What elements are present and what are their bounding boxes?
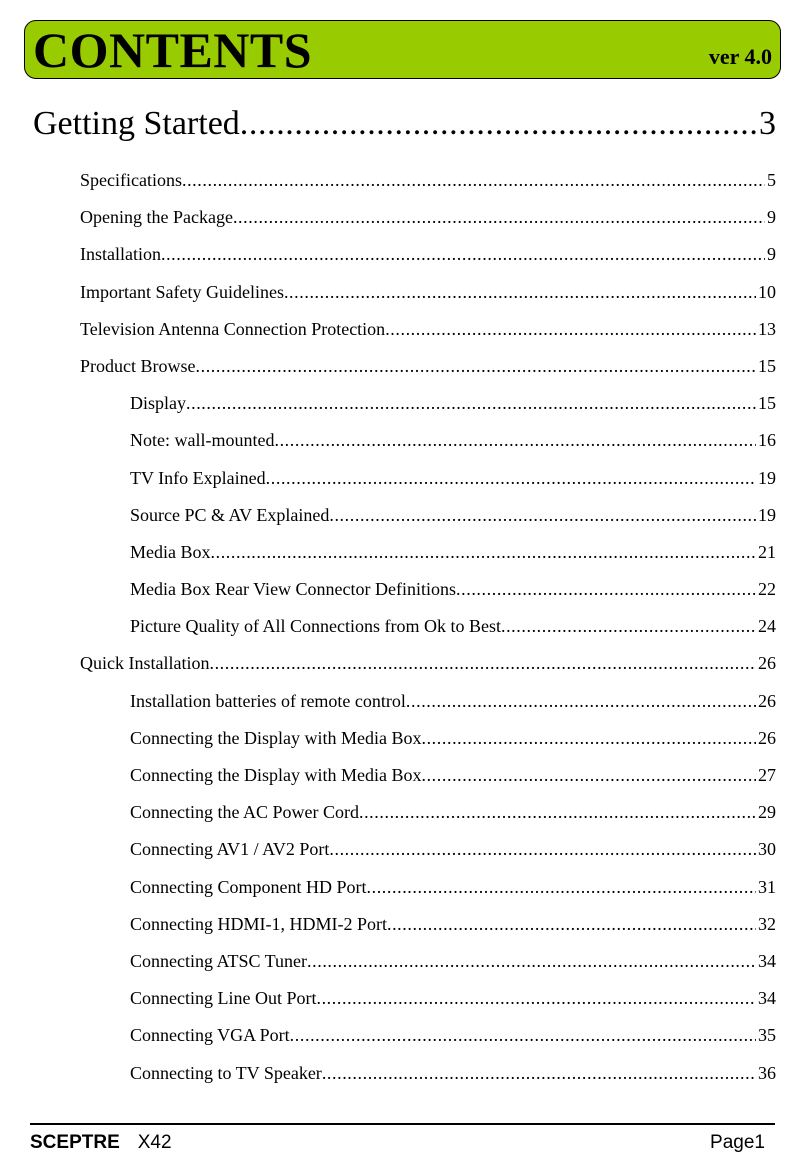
toc-entry-label: Connecting Line Out Port [130,988,317,1008]
toc-entry-page: 21 [758,542,776,562]
toc-subentry[interactable] [130,391,776,415]
toc-entry-label: Important Safety Guidelines [80,282,284,302]
dot-leader [329,837,756,861]
toc-entry-page: 26 [758,691,776,711]
footer-brand: SCEPTRE [30,1132,120,1153]
dot-leader [385,317,756,341]
toc-entry-page: 15 [758,356,776,376]
toc-entry[interactable] [80,242,776,266]
dot-leader [421,726,756,750]
dot-leader [329,503,756,527]
toc-entry-label: Connecting ATSC Tuner [130,951,308,971]
chapter-page-number: 3 [759,105,776,142]
toc-subentry[interactable] [130,912,776,936]
toc-entry-page: 29 [758,802,776,822]
toc-entry-label: Product Browse [80,356,196,376]
toc-subentry[interactable] [130,428,776,452]
dot-leader [274,428,756,452]
toc-subentry[interactable] [130,1023,776,1047]
toc-entry-page: 32 [758,914,776,934]
dot-leader [290,1023,756,1047]
toc-entry-page: 30 [758,839,776,859]
toc-entry-label: Connecting the Display with Media Box [130,765,422,785]
toc-entry-page: 15 [758,393,776,413]
dot-leader [182,168,765,192]
dot-leader [196,354,757,378]
page-title: CONTENTS [33,22,313,78]
toc-entry-label: Specifications [80,170,182,190]
toc-entry-label: Display [130,393,186,413]
toc-entry-label: Connecting to TV Speaker [130,1063,322,1083]
toc-entry-label: Connecting the Display with Media Box [130,728,422,748]
dot-leader [456,577,756,601]
dot-leader [359,800,756,824]
toc-entry-label: Picture Quality of All Connections from Ok to Best [130,616,501,636]
toc-entry-page: 19 [758,505,776,525]
toc-subentry[interactable] [130,1061,776,1085]
toc-subentry[interactable] [130,614,776,638]
toc-subentry[interactable] [130,503,776,527]
toc-entry-page: 10 [758,282,776,302]
toc-entry-page: 9 [767,244,776,264]
dot-leader [501,614,756,638]
toc-subentry[interactable] [130,763,776,787]
toc-subentry[interactable] [130,800,776,824]
dot-leader [322,1061,756,1085]
dot-leader [266,466,756,490]
toc-entry-label: Connecting VGA Port [130,1025,290,1045]
dot-leader [161,242,765,266]
toc-entry-page: 36 [758,1063,776,1083]
toc-entry-page: 35 [758,1025,776,1045]
toc-entry-label: Installation [80,244,161,264]
toc-entry[interactable] [80,168,776,192]
toc-entry-page: 27 [758,765,776,785]
toc-subentry[interactable] [130,986,776,1010]
toc-entry-label: Connecting AV1 / AV2 Port [130,839,330,859]
dot-leader [211,540,757,564]
contents-banner [24,20,781,79]
toc-entry-page: 34 [758,988,776,1008]
footer-divider [30,1123,775,1125]
toc-entry[interactable] [80,317,776,341]
toc-entry[interactable] [80,354,776,378]
footer-page-number: Page1 [710,1132,765,1153]
toc-entry-page: 19 [758,468,776,488]
toc-entry[interactable] [80,280,776,304]
page-footer [30,1131,775,1155]
toc-subentry[interactable] [130,875,776,899]
toc-subentry[interactable] [130,837,776,861]
toc-entry[interactable] [80,651,776,675]
dot-leader [421,763,756,787]
toc-entry-label: Connecting HDMI-1, HDMI-2 Port [130,914,387,934]
footer-model: X42 [137,1132,172,1153]
toc-entry[interactable] [80,205,776,229]
dot-leader [406,689,756,713]
toc-subentry[interactable] [130,726,776,750]
toc-entry-label: Opening the Package [80,207,233,227]
version-label: ver 4.0 [708,44,772,69]
toc-entry-label: TV Info Explained [130,468,266,488]
toc-entry-page: 24 [758,616,776,636]
toc-entry-page: 34 [758,951,776,971]
dot-leader [240,102,757,146]
dot-leader [307,949,756,973]
toc-entry-page: 26 [758,653,776,673]
toc-entry-page: 9 [767,207,776,227]
toc-entry-label: Note: wall-mounted [130,430,275,450]
toc-entry-label: Media Box Rear View Connector Definitions [130,579,457,599]
dot-leader [209,651,756,675]
toc-entry-page: 22 [758,579,776,599]
toc-entry-label: Connecting the AC Power Cord [130,802,359,822]
toc-entry-page: 31 [758,877,776,897]
toc-subentry[interactable] [130,949,776,973]
toc-entry-page: 13 [758,319,776,339]
toc-entry-page: 16 [758,430,776,450]
toc-entry-label: Source PC & AV Explained [130,505,330,525]
dot-leader [233,205,765,229]
dot-leader [367,875,757,899]
toc-entry-label: Television Antenna Connection Protection [80,319,386,339]
toc-subentry[interactable] [130,577,776,601]
toc-entry-label: Connecting Component HD Port [130,877,367,897]
toc-entry-label: Installation batteries of remote control [130,691,406,711]
dot-leader [186,391,756,415]
toc-subentry[interactable] [130,466,776,490]
toc-subentry[interactable] [130,540,776,564]
toc-entry-label: Quick Installation [80,653,210,673]
toc-entry-page: 5 [767,170,776,190]
toc-entry-page: 26 [758,728,776,748]
dot-leader [387,912,756,936]
toc-chapter-getting-started[interactable] [33,102,776,146]
toc-entry-label: Media Box [130,542,211,562]
toc-subentry[interactable] [130,689,776,713]
dot-leader [284,280,756,304]
chapter-label: Getting Started [33,105,240,142]
dot-leader [316,986,756,1010]
